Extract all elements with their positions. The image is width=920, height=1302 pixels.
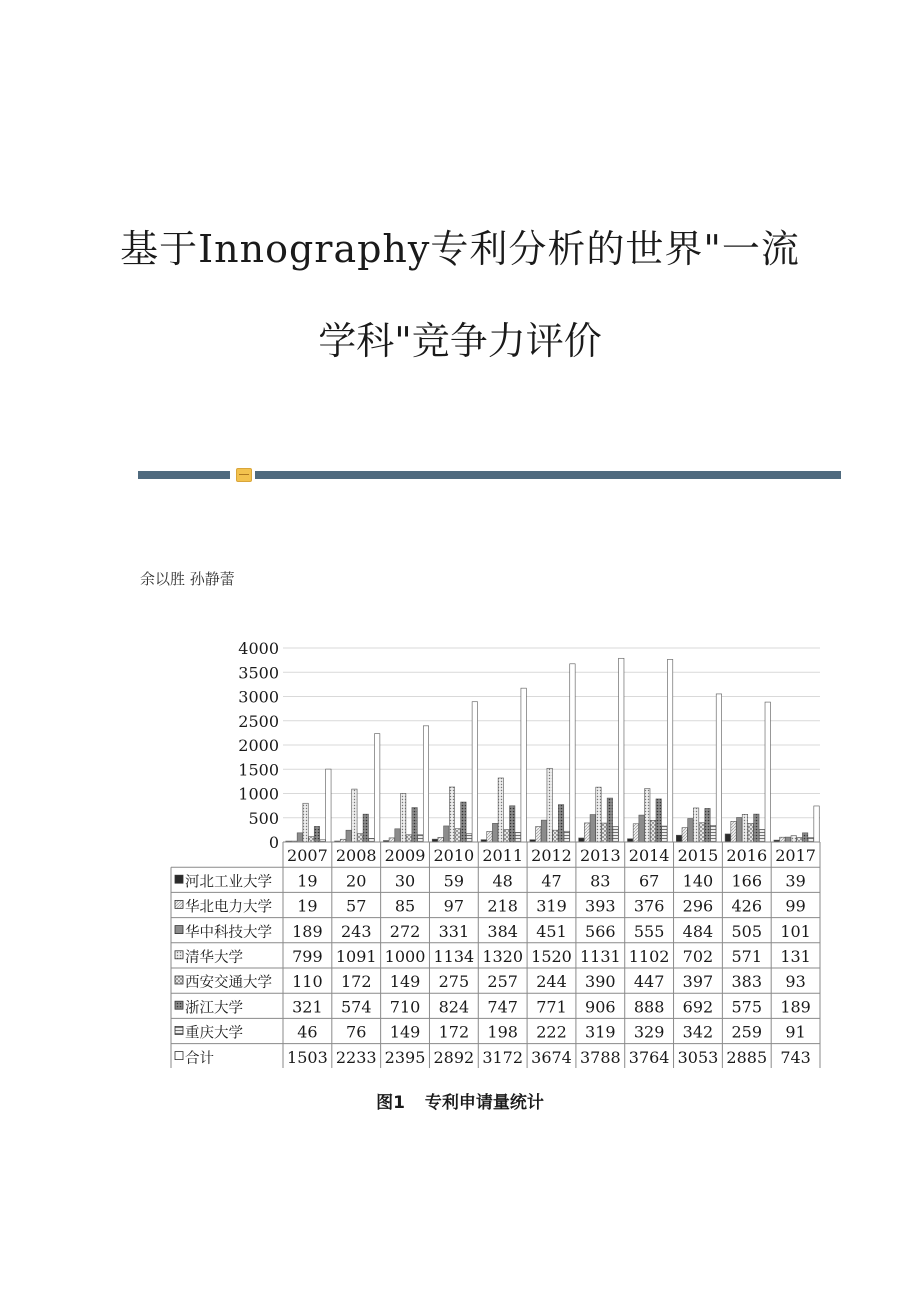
table-cell: 272 <box>389 921 421 941</box>
bar-2017-华中科技大学 <box>785 837 790 842</box>
table-cell: 1320 <box>482 947 524 966</box>
table-cell: 574 <box>340 997 372 1017</box>
authors: 余以胜 孙静蕾 <box>140 570 235 588</box>
table-cell: 2395 <box>384 1047 426 1067</box>
table-cell: 1102 <box>628 947 670 966</box>
x-tick-label: 2011 <box>482 846 524 866</box>
table-cell: 1134 <box>433 947 475 966</box>
y-tick-label: 3500 <box>238 663 279 683</box>
bar-2013-清华大学 <box>596 787 601 842</box>
bar-2016-河北工业大学 <box>725 834 730 842</box>
table-cell: 39 <box>785 871 806 891</box>
legend-swatch <box>175 900 183 908</box>
legend-label: 河北工业大学 <box>185 874 272 891</box>
y-tick-label: 1500 <box>238 760 279 780</box>
table-cell: 172 <box>340 972 372 992</box>
legend-label: 合计 <box>185 1050 214 1067</box>
bar-2009-合计 <box>423 726 428 842</box>
figure-number: 图1 <box>376 1093 405 1113</box>
y-tick-label: 0 <box>268 833 279 852</box>
bar-2008-清华大学 <box>352 789 357 842</box>
data-table <box>171 842 820 1068</box>
bar-2016-华北电力大学 <box>731 821 736 842</box>
table-cell: 166 <box>731 871 763 891</box>
bar-2017-浙江大学 <box>802 833 807 842</box>
table-cell: 331 <box>438 921 470 941</box>
table-cell: 451 <box>536 921 567 941</box>
bar-2009-浙江大学 <box>412 808 417 842</box>
bar-2011-华北电力大学 <box>487 831 492 842</box>
bar-2010-华北电力大学 <box>438 837 443 842</box>
table-cell: 67 <box>638 871 660 891</box>
table-cell: 83 <box>590 871 611 891</box>
table-cell: 575 <box>731 997 763 1017</box>
table-cell: 321 <box>292 997 323 1017</box>
y-tick-label: 3000 <box>238 687 279 707</box>
legend-label: 清华大学 <box>185 950 243 966</box>
table-cell: 390 <box>585 972 616 992</box>
x-tick-label: 2010 <box>433 846 475 866</box>
legend-label: 华北电力大学 <box>185 899 272 916</box>
table-cell: 189 <box>780 997 811 1017</box>
bar-2010-重庆大学 <box>466 834 471 842</box>
table-cell: 3788 <box>579 1047 621 1067</box>
bar-2014-合计 <box>667 659 672 842</box>
bar-2016-华中科技大学 <box>737 818 742 842</box>
bar-2015-浙江大学 <box>705 808 710 842</box>
legend-swatch <box>175 1052 183 1060</box>
bar-2009-重庆大学 <box>418 835 423 842</box>
bar-2011-合计 <box>521 688 526 842</box>
bar-2011-清华大学 <box>498 778 503 842</box>
bar-2010-华中科技大学 <box>444 826 449 842</box>
bar-2016-合计 <box>765 702 770 842</box>
table-cell: 1503 <box>287 1047 328 1067</box>
bar-2015-华中科技大学 <box>688 819 693 842</box>
table-cell: 397 <box>682 972 714 992</box>
table-cell: 2233 <box>335 1047 377 1067</box>
table-cell: 97 <box>443 896 465 916</box>
bar-2008-合计 <box>374 734 379 842</box>
table-cell: 149 <box>389 1022 421 1042</box>
bar-2012-浙江大学 <box>558 805 563 842</box>
x-tick-label: 2016 <box>726 846 768 866</box>
figure-caption <box>0 1088 920 1113</box>
bar-2008-华中科技大学 <box>346 830 351 842</box>
table-cell: 747 <box>487 997 518 1017</box>
bar-2017-合计 <box>814 806 819 842</box>
bar-2011-西安交通大学 <box>504 830 509 842</box>
legend-label: 浙江大学 <box>185 1000 243 1017</box>
table-cell: 824 <box>438 997 470 1017</box>
table-cell: 566 <box>585 921 616 941</box>
bar-2007-华中科技大学 <box>297 833 302 842</box>
bar-2012-华中科技大学 <box>541 820 546 842</box>
table-cell: 771 <box>536 997 567 1017</box>
bar-2010-清华大学 <box>449 787 454 842</box>
table-cell: 76 <box>346 1022 367 1042</box>
bar-2016-浙江大学 <box>754 814 759 842</box>
divider-bar-left <box>138 471 230 479</box>
bar-2015-华北电力大学 <box>682 828 687 842</box>
table-cell: 426 <box>731 896 763 916</box>
bar-2009-华中科技大学 <box>395 829 400 842</box>
bar-2014-重庆大学 <box>662 826 667 842</box>
document-title-line2: 学科"竞争力评价 <box>318 319 602 363</box>
table-cell: 329 <box>633 1022 665 1042</box>
bar-2014-华中科技大学 <box>639 815 644 842</box>
bar-2007-西安交通大学 <box>309 837 314 842</box>
table-cell: 2892 <box>433 1047 475 1067</box>
table-cell: 85 <box>394 896 416 916</box>
table-cell: 198 <box>487 1022 518 1042</box>
x-tick-label: 2017 <box>775 846 816 866</box>
y-tick-label: 4000 <box>238 639 279 658</box>
bar-2007-合计 <box>326 769 331 842</box>
patent-chart-figure <box>170 636 822 1068</box>
bar-2015-河北工业大学 <box>676 835 681 842</box>
table-cell: 110 <box>292 972 323 992</box>
bar-2017-华北电力大学 <box>780 837 785 842</box>
table-cell: 3053 <box>677 1047 719 1067</box>
table-cell: 1131 <box>579 947 621 966</box>
bar-2015-合计 <box>716 694 721 842</box>
table-cell: 99 <box>785 896 806 916</box>
y-tick-label: 2000 <box>238 736 279 755</box>
table-cell: 243 <box>340 921 372 941</box>
document-title-line1: 基于Innography专利分析的世界"一流 <box>120 227 800 271</box>
x-tick-label: 2007 <box>287 846 328 866</box>
table-cell: 1091 <box>335 947 377 966</box>
legend-label: 华中科技大学 <box>185 924 272 941</box>
table-cell: 275 <box>438 972 470 992</box>
bar-2016-清华大学 <box>742 814 747 842</box>
bar-2017-重庆大学 <box>808 838 813 842</box>
bar-2014-浙江大学 <box>656 799 661 842</box>
bar-2008-浙江大学 <box>363 814 368 842</box>
figure-caption-text: 专利申请量统计 <box>424 1093 544 1113</box>
table-cell: 505 <box>731 921 763 941</box>
bar-2008-西安交通大学 <box>357 834 362 842</box>
table-cell: 259 <box>731 1022 763 1042</box>
table-cell: 342 <box>682 1022 714 1042</box>
bar-2017-西安交通大学 <box>797 837 802 842</box>
table-cell: 319 <box>536 896 567 916</box>
bar-2010-西安交通大学 <box>455 829 460 842</box>
legend-swatch <box>175 875 183 883</box>
table-cell: 484 <box>682 921 714 941</box>
bar-2007-浙江大学 <box>314 826 319 842</box>
bar-2013-重庆大学 <box>613 827 618 842</box>
table-cell: 19 <box>297 896 318 916</box>
table-cell: 799 <box>292 947 323 966</box>
table-cell: 222 <box>536 1022 567 1042</box>
x-tick-label: 2009 <box>384 846 426 866</box>
table-cell: 319 <box>585 1022 616 1042</box>
bar-2014-清华大学 <box>645 789 650 842</box>
title-divider <box>138 471 841 479</box>
table-cell: 149 <box>389 972 421 992</box>
bar-2008-重庆大学 <box>369 838 374 842</box>
table-cell: 888 <box>633 997 665 1017</box>
x-tick-label: 2013 <box>579 846 621 866</box>
x-tick-label: 2015 <box>677 846 719 866</box>
patent-bar-chart <box>170 636 822 1068</box>
bar-2013-浙江大学 <box>607 798 612 842</box>
bar-2011-重庆大学 <box>515 832 520 842</box>
table-cell: 101 <box>780 921 811 941</box>
table-cell: 376 <box>633 896 665 916</box>
table-cell: 48 <box>492 871 513 891</box>
table-cell: 257 <box>487 972 518 992</box>
bar-2009-清华大学 <box>400 794 405 843</box>
bar-2016-重庆大学 <box>759 829 764 842</box>
table-cell: 1520 <box>531 947 572 966</box>
legend-swatch <box>175 976 183 984</box>
table-cell: 393 <box>585 896 616 916</box>
legend-swatch <box>175 926 183 934</box>
bar-2014-西安交通大学 <box>650 820 655 842</box>
bar-2015-重庆大学 <box>711 825 716 842</box>
table-cell: 743 <box>780 1047 811 1067</box>
bar-2012-西安交通大学 <box>553 830 558 842</box>
bar-2012-清华大学 <box>547 768 552 842</box>
table-cell: 296 <box>682 896 714 916</box>
bar-2013-合计 <box>619 658 624 842</box>
bar-2010-浙江大学 <box>461 802 466 842</box>
table-cell: 47 <box>541 871 562 891</box>
bar-2016-西安交通大学 <box>748 823 753 842</box>
table-cell: 46 <box>297 1022 318 1042</box>
legend-label: 重庆大学 <box>185 1025 243 1042</box>
divider-bar-right <box>255 471 841 479</box>
table-cell: 30 <box>394 871 416 891</box>
table-cell: 91 <box>785 1022 806 1042</box>
bar-2017-清华大学 <box>791 836 796 842</box>
table-cell: 218 <box>487 896 518 916</box>
table-cell: 19 <box>297 871 318 891</box>
y-tick-label: 2500 <box>238 711 279 731</box>
table-cell: 383 <box>731 972 763 992</box>
x-tick-label: 2008 <box>335 846 377 866</box>
table-cell: 906 <box>585 997 616 1017</box>
bar-2012-重庆大学 <box>564 831 569 842</box>
table-cell: 189 <box>292 921 323 941</box>
table-cell: 384 <box>487 921 518 941</box>
bar-2013-河北工业大学 <box>579 838 584 842</box>
table-cell: 1000 <box>384 947 426 966</box>
bar-2015-西安交通大学 <box>699 823 704 842</box>
bar-2009-华北电力大学 <box>389 838 394 842</box>
bar-2007-清华大学 <box>303 803 308 842</box>
table-cell: 3674 <box>531 1047 572 1067</box>
chart-bars <box>286 658 819 842</box>
table-cell: 93 <box>785 972 806 992</box>
x-tick-label: 2012 <box>531 846 572 866</box>
x-tick-label: 2014 <box>628 846 670 866</box>
table-cell: 172 <box>438 1022 470 1042</box>
bar-2010-合计 <box>472 702 477 842</box>
y-tick-label: 1000 <box>238 784 279 804</box>
table-cell: 692 <box>682 997 714 1017</box>
bar-2011-华中科技大学 <box>492 823 497 842</box>
bar-2012-华北电力大学 <box>536 827 541 842</box>
table-cell: 59 <box>443 871 465 891</box>
bar-2013-华中科技大学 <box>590 815 595 842</box>
bar-2009-西安交通大学 <box>406 835 411 842</box>
table-cell: 140 <box>682 871 714 891</box>
legend-swatch <box>175 1026 183 1034</box>
table-cell: 2885 <box>726 1047 768 1067</box>
bar-2013-西安交通大学 <box>601 823 606 842</box>
table-cell: 447 <box>633 972 665 992</box>
bar-2011-浙江大学 <box>510 806 515 842</box>
table-cell: 702 <box>682 947 714 966</box>
table-cell: 555 <box>633 921 665 941</box>
bar-2014-华北电力大学 <box>633 824 638 842</box>
envelope-icon <box>236 468 252 482</box>
table-cell: 131 <box>780 947 811 966</box>
bar-2012-合计 <box>570 664 575 842</box>
bar-2013-华北电力大学 <box>584 823 589 842</box>
table-cell: 710 <box>389 997 421 1017</box>
table-cell: 3764 <box>628 1047 670 1067</box>
y-tick-label: 500 <box>248 808 279 828</box>
table-cell: 57 <box>346 896 367 916</box>
legend-swatch <box>175 1001 183 1009</box>
table-cell: 3172 <box>482 1047 524 1067</box>
table-cell: 571 <box>731 947 763 966</box>
legend-label: 西安交通大学 <box>185 975 272 992</box>
table-cell: 20 <box>346 871 367 891</box>
legend-swatch <box>175 951 183 959</box>
y-axis-ticks <box>238 639 279 852</box>
bar-2015-清华大学 <box>693 808 698 842</box>
table-cell: 244 <box>536 972 567 992</box>
